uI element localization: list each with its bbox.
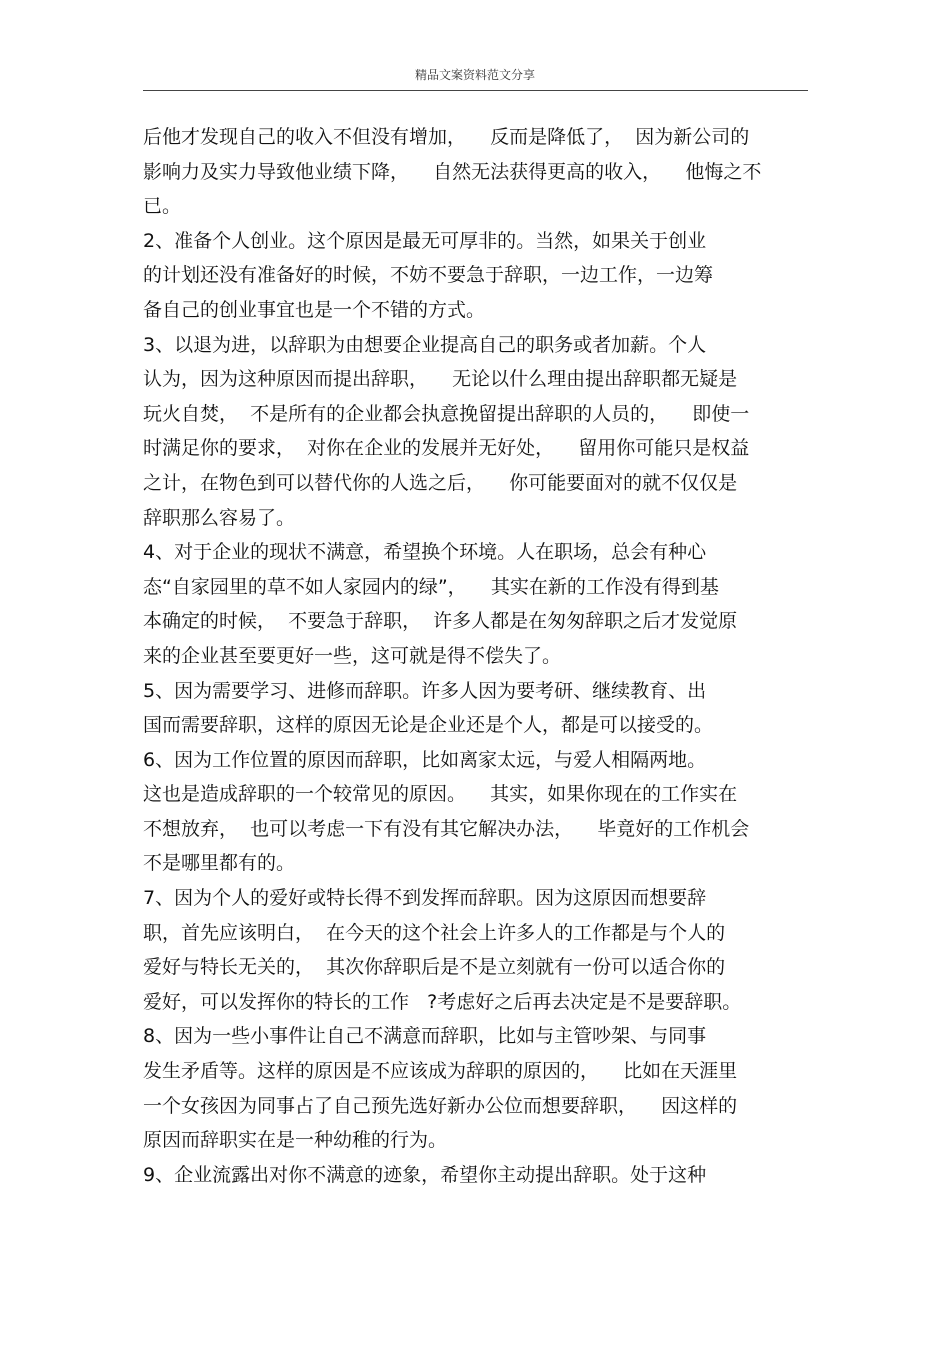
text-line: 的计划还没有准备好的时候，不妨不要急于辞职，一边工作，一边筹 — [143, 264, 714, 287]
text-line: 职，首先应该明白， 在今天的这个社会上许多人的工作都是与个人的 — [143, 921, 726, 944]
text-line: 本确定的时候， 不要急于辞职， 许多人都是在匆匆辞职之后才发觉原 — [143, 610, 738, 633]
text-line: 爱好与特长无关的， 其次你辞职后是不是立刻就有一份可以适合你的 — [143, 956, 726, 979]
text-line: 一个女孩因为同事占了自己预先选好新办公位而想要辞职， 因这样的 — [143, 1094, 738, 1117]
text-line: 态“自家园里的草不如人家园内的绿”， 其实在新的工作没有得到基 — [143, 575, 719, 598]
text-line: 8、因为一些小事件让自己不满意而辞职，比如与主管吵架、与同事 — [143, 1025, 707, 1048]
text-line: 之计，在物色到可以替代你的人选之后， 你可能要面对的就不仅仅是 — [143, 471, 738, 494]
text-line: 辞职那么容易了。 — [143, 506, 296, 529]
document-body — [143, 120, 813, 1192]
page-header: 精品文案资料范文分享 — [414, 68, 535, 82]
text-line: 玩火自焚， 不是所有的企业都会执意挽留提出辞职的人员的， 即使一 — [143, 402, 750, 425]
text-line: 这也是造成辞职的一个较常见的原因。 其实，如果你现在的工作实在 — [143, 783, 738, 806]
text-line: 2、准备个人创业。这个原因是最无可厚非的。当然，如果关于创业 — [143, 229, 707, 252]
text-line: 9、企业流露出对你不满意的迹象，希望你主动提出辞职。处于这种 — [143, 1163, 707, 1186]
text-line: 国而需要辞职，这样的原因无论是企业还是个人，都是可以接受的。 — [143, 714, 714, 737]
text-line: 5、因为需要学习、进修而辞职。许多人因为要考研、继续教育、出 — [143, 679, 707, 702]
text-line: 4、对于企业的现状不满意，希望换个环境。人在职场，总会有种心 — [143, 541, 707, 564]
text-line: 认为，因为这种原因而提出辞职， 无论以什么理由提出辞职都无疑是 — [143, 368, 738, 391]
text-line: 发生矛盾等。这样的原因是不应该成为辞职的原因的， 比如在天涯里 — [143, 1060, 738, 1083]
text-line: 不是哪里都有的。 — [143, 852, 296, 875]
text-line: 时满足你的要求， 对你在企业的发展并无好处， 留用你可能只是权益 — [143, 437, 750, 460]
text-line: 备自己的创业事宜也是一个不错的方式。 — [143, 298, 486, 321]
text-line: 影响力及实力导致他业绩下降， 自然无法获得更高的收入， 他悔之不 — [143, 160, 762, 183]
text-line: 7、因为个人的爱好或特长得不到发挥而辞职。因为这原因而想要辞 — [143, 887, 707, 910]
text-line: 6、因为工作位置的原因而辞职，比如离家太远，与爱人相隔两地。 — [143, 748, 707, 771]
text-line: 爱好，可以发挥你的特长的工作 ?考虑好之后再去决定是不是要辞职。 — [143, 990, 742, 1013]
text-line: 3、以退为进，以辞职为由想要企业提高自己的职务或者加薪。个人 — [143, 333, 707, 356]
text-line: 已。 — [143, 195, 182, 218]
text-line: 来的企业甚至要更好一些，这可就是得不偿失了。 — [143, 644, 562, 667]
header-rule — [143, 90, 808, 91]
text-line: 后他才发现自己的收入不但没有增加， 反而是降低了， 因为新公司的 — [143, 126, 750, 148]
text-line: 不想放弃， 也可以考虑一下有没有其它解决办法， 毕竟好的工作机会 — [143, 817, 750, 840]
text-line: 原因而辞职实在是一种幼稚的行为。 — [143, 1129, 448, 1152]
